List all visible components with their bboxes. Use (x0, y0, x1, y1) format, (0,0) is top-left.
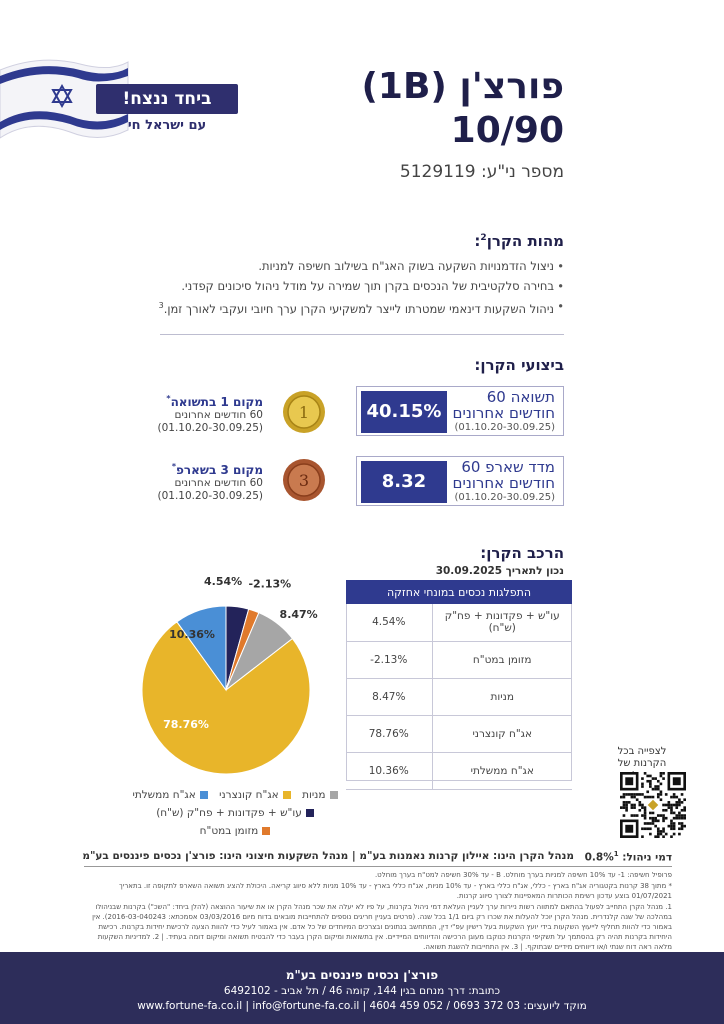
qr-module (670, 825, 673, 828)
qr-module (683, 814, 686, 817)
qr-module (670, 806, 673, 809)
qr-module (641, 806, 644, 809)
qr-module (681, 822, 684, 825)
qr-module (649, 822, 652, 825)
qr-module (665, 809, 668, 812)
qr-module (670, 822, 673, 825)
legend-swatch (306, 809, 314, 817)
qr-module (660, 775, 663, 778)
qr-module (673, 804, 676, 807)
qr-module (623, 804, 626, 807)
qr-module (623, 801, 626, 804)
qr-module (641, 835, 644, 838)
qr-module (657, 833, 660, 836)
qr-module (660, 783, 663, 786)
perf-dates: (01.10.20-30.09.25) (454, 422, 555, 433)
qr-module (683, 806, 686, 809)
fee-value: 0.8% (584, 851, 614, 864)
qr-module (636, 814, 639, 817)
nature-title-text: מהות הקרן (486, 232, 564, 250)
qr-module (631, 806, 634, 809)
managers-line: מנהל הקרן הינו: איילון קרנות נאמנות בע"מ | מנהל השקעות חיצוני הינו: פורצ'ן נכסים פיננסים בע"מ (82, 850, 574, 862)
qr-module (636, 798, 639, 801)
qr-module (665, 833, 668, 836)
qr-module (620, 796, 623, 799)
row-value: 78.76% (346, 715, 432, 752)
legend-swatch (200, 791, 208, 799)
qr-module (644, 809, 647, 812)
qr-module (654, 785, 657, 788)
legend-swatch (330, 791, 338, 799)
qr-module (646, 796, 649, 799)
qr-module (625, 801, 628, 804)
qr-module (662, 809, 665, 812)
nature-item: • ניצול הזדמנויות השקעה בשוק האג"ח בשילוב חשיפה למניות. (144, 256, 564, 276)
qr-module (665, 817, 668, 820)
qr-module (683, 798, 686, 801)
table-row (346, 715, 572, 752)
qr-module (631, 793, 634, 796)
qr-caption: לצפייה בכל הקרנות של (617, 746, 667, 769)
rank-dates: (01.10.20-30.09.25) (157, 422, 263, 434)
qr-module (678, 822, 681, 825)
fund-number: מספר ני"ע: 5129119 (399, 162, 564, 182)
qr-module (633, 806, 636, 809)
qr-module (670, 812, 673, 815)
row-value: 8.47% (346, 678, 432, 715)
table-header: התפלגות נכסים במונחי אחזקה (346, 580, 572, 604)
qr-module (681, 825, 684, 828)
qr-module (636, 793, 639, 796)
qr-module (652, 822, 655, 825)
qr-module (631, 796, 634, 799)
fine-print-ranking: * מתוך 38 קרנות בקטגוריה אג"ח בארץ - כללי, אג"ח כללי בארץ - עד 10% מניות, אג"ח כללי בארץ - עד 10% מניות ללא סיווג קריאה. היכולת להציג תשואה השארפ לתקופה זו. בתאריך 01/07/2021 בוצע עדכון רשימת הכותרות המאפיינות לצורך סיווג קרנות. (119, 882, 672, 900)
qr-finder-core (625, 777, 633, 785)
allocation-table (346, 580, 572, 790)
qr-module (675, 814, 678, 817)
legend-swatch (262, 827, 270, 835)
bronze-medal-icon (282, 458, 326, 502)
rank-return (143, 392, 263, 435)
row-label: אג"ח ממשלתי (432, 752, 572, 789)
qr-module (644, 772, 647, 775)
qr-module (649, 785, 652, 788)
qr-module (646, 790, 649, 793)
perf-box-sharpe (356, 456, 564, 506)
nature-title-sup: 2 (480, 233, 487, 243)
qr-module (638, 809, 641, 812)
footer-contact[interactable]: מוקד ליועצים: 03 372 0693 / 052 459 4604 | www.fortune-fa.co.il | info@fortune-fa.co.il (137, 1000, 587, 1012)
pie-label: 78.76% (163, 718, 209, 731)
qr-module (652, 796, 655, 799)
composition-date: נכון לתאריך 30.09.2025 (435, 565, 564, 577)
qr-module (644, 822, 647, 825)
nature-item-sup: 3 (158, 301, 164, 310)
divider (160, 334, 564, 335)
legend-label: אג"ח קונצרני (219, 789, 279, 801)
performance-title: ביצועי הקרן: (474, 356, 564, 374)
qr-module (623, 796, 626, 799)
perf-box-return (356, 386, 564, 436)
qr-module (641, 785, 644, 788)
qr-module (657, 830, 660, 833)
qr-module (662, 835, 665, 838)
qr-module (668, 825, 671, 828)
qr-module (662, 777, 665, 780)
qr-module (631, 804, 634, 807)
qr-module (678, 833, 681, 836)
qr-module (644, 812, 647, 815)
qr-module (660, 830, 663, 833)
qr-module (665, 793, 668, 796)
qr-module (654, 777, 657, 780)
qr-module (644, 827, 647, 830)
legend-label: מזומן במט"ח (199, 825, 259, 837)
qr-module (625, 809, 628, 812)
qr-code-icon[interactable] (620, 772, 686, 838)
qr-module (673, 825, 676, 828)
qr-module (649, 796, 652, 799)
qr-module (654, 788, 657, 791)
fund-title: פורצ'ן (1B) (361, 66, 564, 107)
row-value: 4.54% (346, 604, 432, 641)
rank-line: 60 חודשים אחרונים (174, 409, 263, 421)
table-row (346, 604, 572, 641)
qr-module (662, 830, 665, 833)
nature-item (144, 296, 564, 319)
qr-module (652, 812, 655, 815)
qr-module (646, 775, 649, 778)
rank-sup: * (171, 462, 177, 471)
qr-module (633, 814, 636, 817)
qr-module (660, 790, 663, 793)
qr-module (649, 812, 652, 815)
qr-module (681, 801, 684, 804)
legend-item (200, 822, 271, 840)
qr-module (649, 775, 652, 778)
legend-item (302, 786, 337, 804)
rank-sharpe (143, 460, 263, 503)
qr-module (678, 817, 681, 820)
qr-module (654, 825, 657, 828)
nature-list (144, 256, 564, 319)
qr-module (638, 801, 641, 804)
qr-module (681, 827, 684, 830)
qr-module (681, 817, 684, 820)
row-value: 10.36% (346, 752, 432, 789)
perf-dates: (01.10.20-30.09.25) (454, 492, 555, 503)
fee-label: דמי ניהול: (622, 851, 672, 864)
qr-module (681, 814, 684, 817)
qr-module (673, 817, 676, 820)
qr-module (657, 835, 660, 838)
rank-title (143, 392, 263, 409)
slogan: עם ישראל חי (127, 118, 207, 133)
qr-module (654, 820, 657, 823)
qr-module (641, 827, 644, 830)
composition-title: הרכב הקרן: (480, 544, 564, 562)
fee-sup: 1 (613, 850, 619, 858)
qr-module (673, 822, 676, 825)
qr-module (662, 827, 665, 830)
qr-module (660, 793, 663, 796)
qr-module (681, 809, 684, 812)
qr-module (683, 809, 686, 812)
qr-module (646, 827, 649, 830)
qr-module (641, 814, 644, 817)
pie-label: 8.47% (279, 607, 318, 621)
qr-module (670, 796, 673, 799)
legend-label: אג"ח ממשלתי (132, 789, 196, 801)
qr-module (649, 780, 652, 783)
qr-module (668, 806, 671, 809)
qr-module (670, 804, 673, 807)
rank-title (143, 460, 263, 477)
row-label: מזומן במט"ח (432, 641, 572, 678)
qr-module (678, 812, 681, 815)
nature-item-text: ניהול השקעות דינאמי שמטרתו לייצר למשקיעי הקרן ערך חיובי ועקבי לאורך זמן. (163, 301, 554, 316)
qr-module (625, 804, 628, 807)
perf-value: 40.15% (361, 391, 447, 433)
qr-module (675, 806, 678, 809)
row-value: -2.13% (346, 641, 432, 678)
row-label: אג"ח קונצרני (432, 715, 572, 752)
qr-module (657, 814, 660, 817)
qr-module (657, 820, 660, 823)
footer-address: כתובת: דרך מנחם בגין 144, קומה 46 / תל אביב - 6492102 (223, 985, 501, 997)
qr-module (668, 804, 671, 807)
qr-module (641, 783, 644, 786)
rank-dates: (01.10.20-30.09.25) (157, 490, 263, 502)
qr-module (657, 788, 660, 791)
qr-module (675, 801, 678, 804)
qr-module (660, 833, 663, 836)
management-fee (585, 850, 672, 864)
qr-module (662, 772, 665, 775)
qr-module (657, 796, 660, 799)
qr-module (633, 796, 636, 799)
gold-medal-icon (282, 390, 326, 434)
nature-title: מהות הקרן$^2$: (474, 232, 564, 250)
qr-module (681, 793, 684, 796)
perf-label: מדד שארפ 60 חודשים אחרונים (452, 458, 555, 492)
medal-number: 1 (298, 403, 310, 422)
row-label: מניות (432, 678, 572, 715)
qr-module (670, 827, 673, 830)
qr-module (673, 827, 676, 830)
legend-label: מניות (302, 789, 326, 801)
pie-label: 4.54% (204, 574, 243, 588)
fine-print-exposure: פרופיל חשיפה: 1- עד 10% חשיפה למניות בערך מוחלט. B - עד 30% חשיפה למט"ח בערך מוחלט. (374, 871, 672, 879)
qr-module (668, 801, 671, 804)
qr-module (649, 817, 652, 820)
medal-number: 3 (298, 471, 310, 490)
qr-finder-core (673, 777, 681, 785)
qr-module (662, 804, 665, 807)
legend-label: עו"ש + פקדונות + פח"ק (ש"ח) (156, 807, 302, 819)
qr-module (625, 806, 628, 809)
footer-company: פורצ'ן נכסים פיננסים בע"מ (285, 968, 439, 982)
qr-module (641, 777, 644, 780)
qr-module (623, 806, 626, 809)
qr-module (660, 814, 663, 817)
qr-module (678, 814, 681, 817)
allocation-pie-chart (140, 568, 340, 782)
qr-module (628, 801, 631, 804)
qr-module (644, 806, 647, 809)
qr-module (657, 785, 660, 788)
legend-item (156, 804, 314, 822)
qr-module (644, 796, 647, 799)
qr-module (662, 814, 665, 817)
qr-module (673, 812, 676, 815)
qr-module (675, 817, 678, 820)
qr-module (670, 835, 673, 838)
qr-module (646, 822, 649, 825)
fine-print-disclaimer: 1. מנהל הקרן התחייב לפעול בהתאם למתווה רשות ניירות ערך לעניין העלאת דמי ניהול בקרנות, על פיו לא יעלה את שכר מנהל הקרן או את שיעור ההוצאה (להלן ביחד: "השכ") בקרנות שבניהולו במהלכה של שנה קלנדרית. מנהל הקרן יוכל להעלות את שכרו רק ביום 1/1 בכל שנה. (פרטים בעניין חריגים נוספים להתחייבות מובאים בדוח מיום 03/03/2016 אסמכתא: 2016-03-040243). אין באמור כדי להוות תחליף לייעוץ השקעות בידי יועץ השקעות בעל רישיון עפ"י דין, המתחשב בנתונים ובצרכים המיוחדים של כל אדם. אין באמור לעיל כדי להוות הצעה לרכישת יחידות בקרנות. רכישת היחידות בקרנות תהיה רק בהסתמך על תשקיפי הקרנות כנוקבו מעוגן הרכישה והדיווחים המיידיים. אין בתשואות ומיקום הקרן בעבר כדי להבטיח תשואה ומיקום דומה בעתיד. | 2. למדיניות השקעות מלאה ראה דוח שנתי ו/או דיווחים מידיים שבתוקף. | 3. אין התחייבות להשגת תשואה. (92, 903, 672, 951)
table-row (346, 641, 572, 678)
legend-item (132, 786, 207, 804)
qr-module (649, 783, 652, 786)
fund-subtitle: 10/90 (450, 110, 564, 151)
qr-module (652, 788, 655, 791)
qr-module (620, 806, 623, 809)
rank-sup: * (166, 394, 171, 403)
qr-module (657, 827, 660, 830)
qr-module (673, 833, 676, 836)
footer (0, 952, 724, 1024)
qr-module (646, 780, 649, 783)
table-row (346, 678, 572, 715)
qr-module (662, 820, 665, 823)
qr-module (628, 793, 631, 796)
qr-module (625, 793, 628, 796)
rank-line: 60 חודשים אחרונים (174, 477, 263, 489)
badge: ביחד ננצח! (96, 84, 238, 114)
table-row (346, 752, 572, 789)
nature-item: • בחירה סלקטיבית של הנכסים בקרן תוך שמירה על מודל ניהול סיכונים קפדני. (144, 276, 564, 296)
qr-finder-core (625, 825, 633, 833)
qr-module (673, 796, 676, 799)
qr-module (678, 801, 681, 804)
pie-label: -2.13% (248, 577, 292, 591)
qr-module (638, 804, 641, 807)
qr-module (678, 827, 681, 830)
qr-module (644, 817, 647, 820)
qr-module (660, 772, 663, 775)
qr-module (678, 804, 681, 807)
qr-module (641, 804, 644, 807)
qr-module (633, 804, 636, 807)
qr-module (652, 820, 655, 823)
chart-legend (120, 786, 350, 840)
qr-module (654, 835, 657, 838)
qr-module (644, 814, 647, 817)
qr-module (683, 825, 686, 828)
qr-module (662, 817, 665, 820)
divider (84, 866, 672, 867)
rank-title-text: מקום 1 בתשואה (170, 395, 263, 409)
qr-module (673, 793, 676, 796)
qr-module (631, 814, 634, 817)
qr-module (652, 817, 655, 820)
qr-module (678, 798, 681, 801)
qr-module (675, 804, 678, 807)
qr-module (657, 780, 660, 783)
row-label: עו"ש + פקדונות + פח"ק (ש"ח) (432, 604, 572, 641)
qr-module (665, 804, 668, 807)
qr-module (683, 817, 686, 820)
legend-swatch (283, 791, 291, 799)
qr-module (641, 793, 644, 796)
qr-module (657, 793, 660, 796)
rank-title-text: מקום 3 בשארפ (176, 463, 263, 477)
qr-module (623, 793, 626, 796)
qr-module (633, 793, 636, 796)
qr-module (670, 820, 673, 823)
qr-module (660, 798, 663, 801)
qr-module (652, 777, 655, 780)
qr-module (654, 817, 657, 820)
pie-label: 10.36% (169, 628, 215, 641)
qr-module (638, 793, 641, 796)
qr-module (675, 796, 678, 799)
qr-module (649, 833, 652, 836)
perf-value: 8.32 (361, 461, 447, 503)
qr-module (623, 814, 626, 817)
legend-item (219, 786, 291, 804)
perf-label: תשואה 60 חודשים אחרונים (452, 388, 555, 422)
qr-module (670, 809, 673, 812)
qr-module (649, 827, 652, 830)
